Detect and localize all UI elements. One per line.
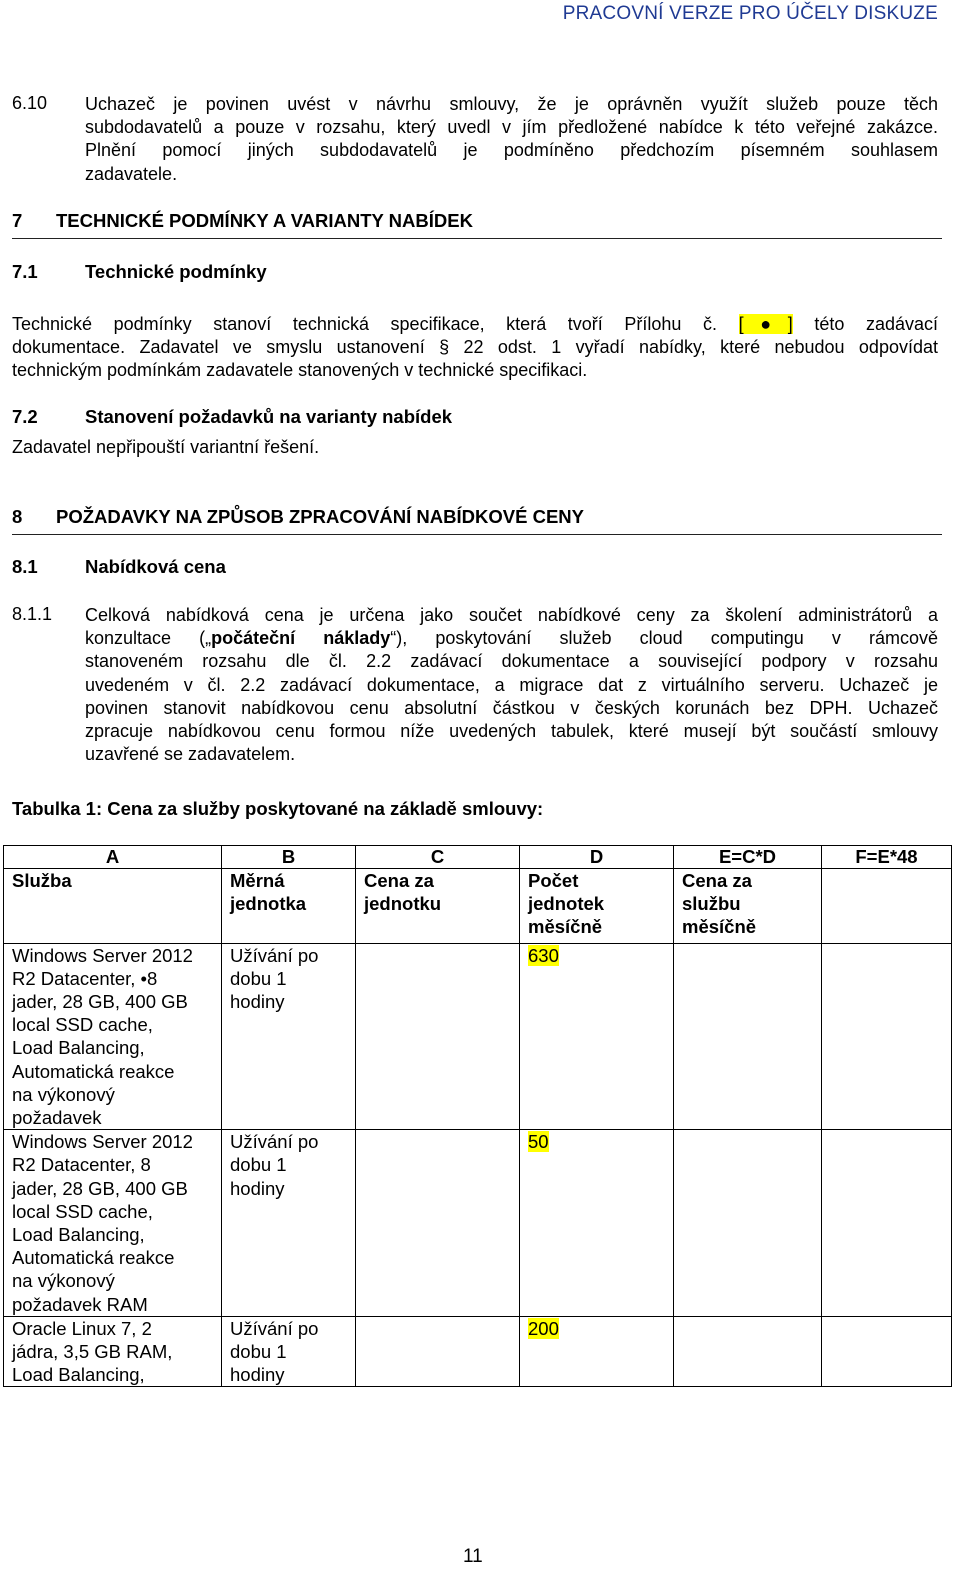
service-line: R2 Datacenter, •8	[12, 967, 158, 989]
section-7-number: 7	[12, 210, 23, 231]
initial-costs-term: počáteční náklady	[211, 628, 391, 649]
table-row	[4, 943, 952, 1130]
total-price-cell	[822, 1130, 952, 1317]
total-price-cell	[822, 943, 952, 1130]
section-7-1-line1-end: této zadávací	[814, 314, 939, 334]
table-row	[4, 1316, 952, 1387]
section-8-1-1-line	[85, 627, 938, 650]
section-7-1-heading	[12, 261, 267, 283]
section-8-1-1-line2-a: konzultace („	[85, 628, 212, 649]
section-6-10-line: Uchazeč je povinen uvést v návrhu smlouvy, že je oprávněn využít služeb pouze těch	[85, 94, 938, 114]
service-line: Windows Server 2012	[12, 1131, 193, 1153]
header-line: měsíčně	[528, 916, 603, 938]
attachment-placeholder: [●]	[738, 314, 793, 334]
unit-cell	[222, 1130, 356, 1317]
header-line: Cena za	[682, 870, 752, 891]
unit-price-cell	[356, 1316, 520, 1387]
column-header	[674, 869, 822, 944]
section-7-1-line: technickým podmínkám zadavatele stanovených v technické specifikaci.	[12, 360, 588, 381]
service-line: požadavek	[12, 1107, 102, 1129]
service-line: jader, 28 GB, 400 GB	[12, 991, 188, 1013]
unit-line: hodiny	[230, 1177, 285, 1199]
section-6-10-number: 6.10	[12, 93, 48, 113]
section-6-10-text	[85, 93, 938, 186]
header-line: jednotku	[364, 893, 442, 915]
column-header	[4, 869, 222, 944]
section-8-1-1-line: stanoveném rozsahu dle čl. 2.2 zadávací dokumentace a související podpory v rozsahu	[85, 651, 938, 672]
section-8-1-title: Nabídková cena	[85, 556, 226, 577]
unit-line: dobu 1	[230, 1341, 287, 1363]
service-line: Load Balancing,	[12, 1037, 145, 1059]
unit-price-cell	[356, 1130, 520, 1317]
section-8-number: 8	[12, 506, 23, 527]
column-letter: C	[356, 846, 520, 869]
section-8-1-1-number: 8.1.1	[12, 604, 53, 624]
count-cell	[520, 1316, 674, 1387]
section-7-1-line1-text: Technické podmínky stanoví technická specifikace, která tvoří Přílohu č.	[12, 314, 718, 334]
service-line: jádra, 3,5 GB RAM,	[12, 1341, 173, 1363]
service-line: Automatická reakce	[12, 1060, 175, 1082]
column-header	[222, 869, 356, 944]
monthly-price-cell	[674, 1316, 822, 1387]
service-line: Oracle Linux 7, 2	[12, 1317, 152, 1339]
column-header	[520, 869, 674, 944]
service-cell	[4, 1316, 222, 1387]
section-7-2-title: Stanovení požadavků na varianty nabídek	[85, 406, 453, 427]
column-header	[822, 869, 952, 944]
unit-cell	[222, 1316, 356, 1387]
section-6-10-line: zadavatele.	[85, 163, 178, 184]
section-7-1-line: dokumentace. Zadavatel ve smyslu ustanovení § 22 odst. 1 vyřadí nabídky, které nebudou odpovídat	[12, 337, 938, 358]
header-line: jednotka	[230, 893, 307, 915]
unit-line: hodiny	[230, 991, 285, 1013]
page-number: 11	[463, 1546, 483, 1567]
service-line: local SSD cache,	[12, 1200, 153, 1222]
unit-line: Užívání po	[230, 944, 319, 966]
service-line: na výkonový	[12, 1270, 115, 1292]
service-line: Load Balancing,	[12, 1364, 145, 1386]
page-header: PRACOVNÍ VERZE PRO ÚČELY DISKUZE	[562, 3, 938, 24]
section-8-1-1-line: uzavřené se zadavatelem.	[85, 744, 296, 765]
section-8-1-1-line: zpracuje nabídkovou cenu formou níže uvedených tabulek, které musejí být součástí smlouvy	[85, 721, 938, 742]
section-8-1-1-line: Celková nabídková cena je určena jako součet nabídkové ceny za školení administrátorů a	[85, 605, 938, 625]
total-price-cell	[822, 1316, 952, 1387]
section-8-1-1-line: uvedeném v čl. 2.2 zadávací dokumentace, a migrace dat z virtuálního serveru. Uchazeč je	[85, 674, 938, 695]
monthly-price-cell	[674, 943, 822, 1130]
table-letter-row	[4, 846, 952, 869]
header-line: měsíčně	[682, 916, 757, 938]
section-8-1-heading	[12, 556, 226, 578]
header-line: Cena za	[364, 870, 434, 891]
service-line: požadavek RAM	[12, 1293, 148, 1315]
price-table	[3, 845, 952, 1387]
unit-price-cell	[356, 943, 520, 1130]
section-8-1-number: 8.1	[12, 556, 38, 577]
count-cell	[520, 943, 674, 1130]
section-7-1-text	[12, 313, 938, 383]
service-line: Automatická reakce	[12, 1247, 175, 1269]
section-8-1-1-text	[85, 604, 938, 766]
section-7-1-line	[12, 313, 938, 336]
service-line: na výkonový	[12, 1083, 115, 1105]
service-line: Load Balancing,	[12, 1224, 145, 1246]
header-line: jednotek	[528, 893, 605, 915]
header-line: Počet	[528, 870, 579, 891]
section-6-10-line: subdodavatelů a pouze v rozsahu, který uvedl v jím předložené nabídce k této veřejné zakázce.	[85, 117, 938, 138]
section-7-2-number: 7.2	[12, 406, 38, 427]
section-6-10-line: Plnění pomocí jiných subdodavatelů je podmíněno předchozím písemném souhlasem	[85, 140, 938, 161]
header-line: Měrná	[230, 870, 285, 891]
header-line: Služba	[12, 870, 72, 891]
service-line: jader, 28 GB, 400 GB	[12, 1177, 188, 1199]
table-caption: Tabulka 1: Cena za služby poskytované na základě smlouvy:	[12, 798, 544, 819]
unit-line: Užívání po	[230, 1131, 319, 1153]
service-line: R2 Datacenter, 8	[12, 1154, 151, 1176]
monthly-count: 50	[528, 1131, 549, 1153]
unit-line: dobu 1	[230, 1154, 287, 1176]
section-7-2-heading	[12, 406, 452, 428]
service-cell	[4, 943, 222, 1130]
unit-line: hodiny	[230, 1364, 285, 1386]
unit-cell	[222, 943, 356, 1130]
unit-line: dobu 1	[230, 967, 287, 989]
column-letter: F=E*48	[822, 846, 952, 869]
column-letter: E=C*D	[674, 846, 822, 869]
monthly-count: 630	[528, 944, 559, 966]
section-7-1-number: 7.1	[12, 261, 38, 282]
column-letter: D	[520, 846, 674, 869]
section-7-heading	[12, 210, 942, 239]
section-8-1-1-line: povinen stanovit nabídkovou cenu absolutní částkou v českých korunách bez DPH. Uchazeč	[85, 697, 938, 718]
count-cell	[520, 1130, 674, 1317]
column-header	[356, 869, 520, 944]
service-line: local SSD cache,	[12, 1014, 153, 1036]
column-letter: A	[4, 846, 222, 869]
section-7-title: TECHNICKÉ PODMÍNKY A VARIANTY NABÍDEK	[56, 210, 473, 231]
unit-line: Užívání po	[230, 1317, 319, 1339]
table-header-row	[4, 869, 952, 944]
section-7-1-title: Technické podmínky	[85, 261, 267, 282]
table-row	[4, 1130, 952, 1317]
header-line: službu	[682, 893, 741, 915]
service-cell	[4, 1130, 222, 1317]
service-line: Windows Server 2012	[12, 944, 193, 966]
column-letter: B	[222, 846, 356, 869]
monthly-count: 200	[528, 1317, 559, 1339]
section-8-1-1-line2-b: “), poskytování služeb cloud computingu v rámcově	[390, 628, 939, 649]
section-7-2-text: Zadavatel nepřipouští variantní řešení.	[12, 437, 320, 457]
section-8-heading	[12, 506, 942, 535]
monthly-price-cell	[674, 1130, 822, 1317]
section-8-title: POŽADAVKY NA ZPŮSOB ZPRACOVÁNÍ NABÍDKOVÉ CENY	[56, 506, 584, 527]
